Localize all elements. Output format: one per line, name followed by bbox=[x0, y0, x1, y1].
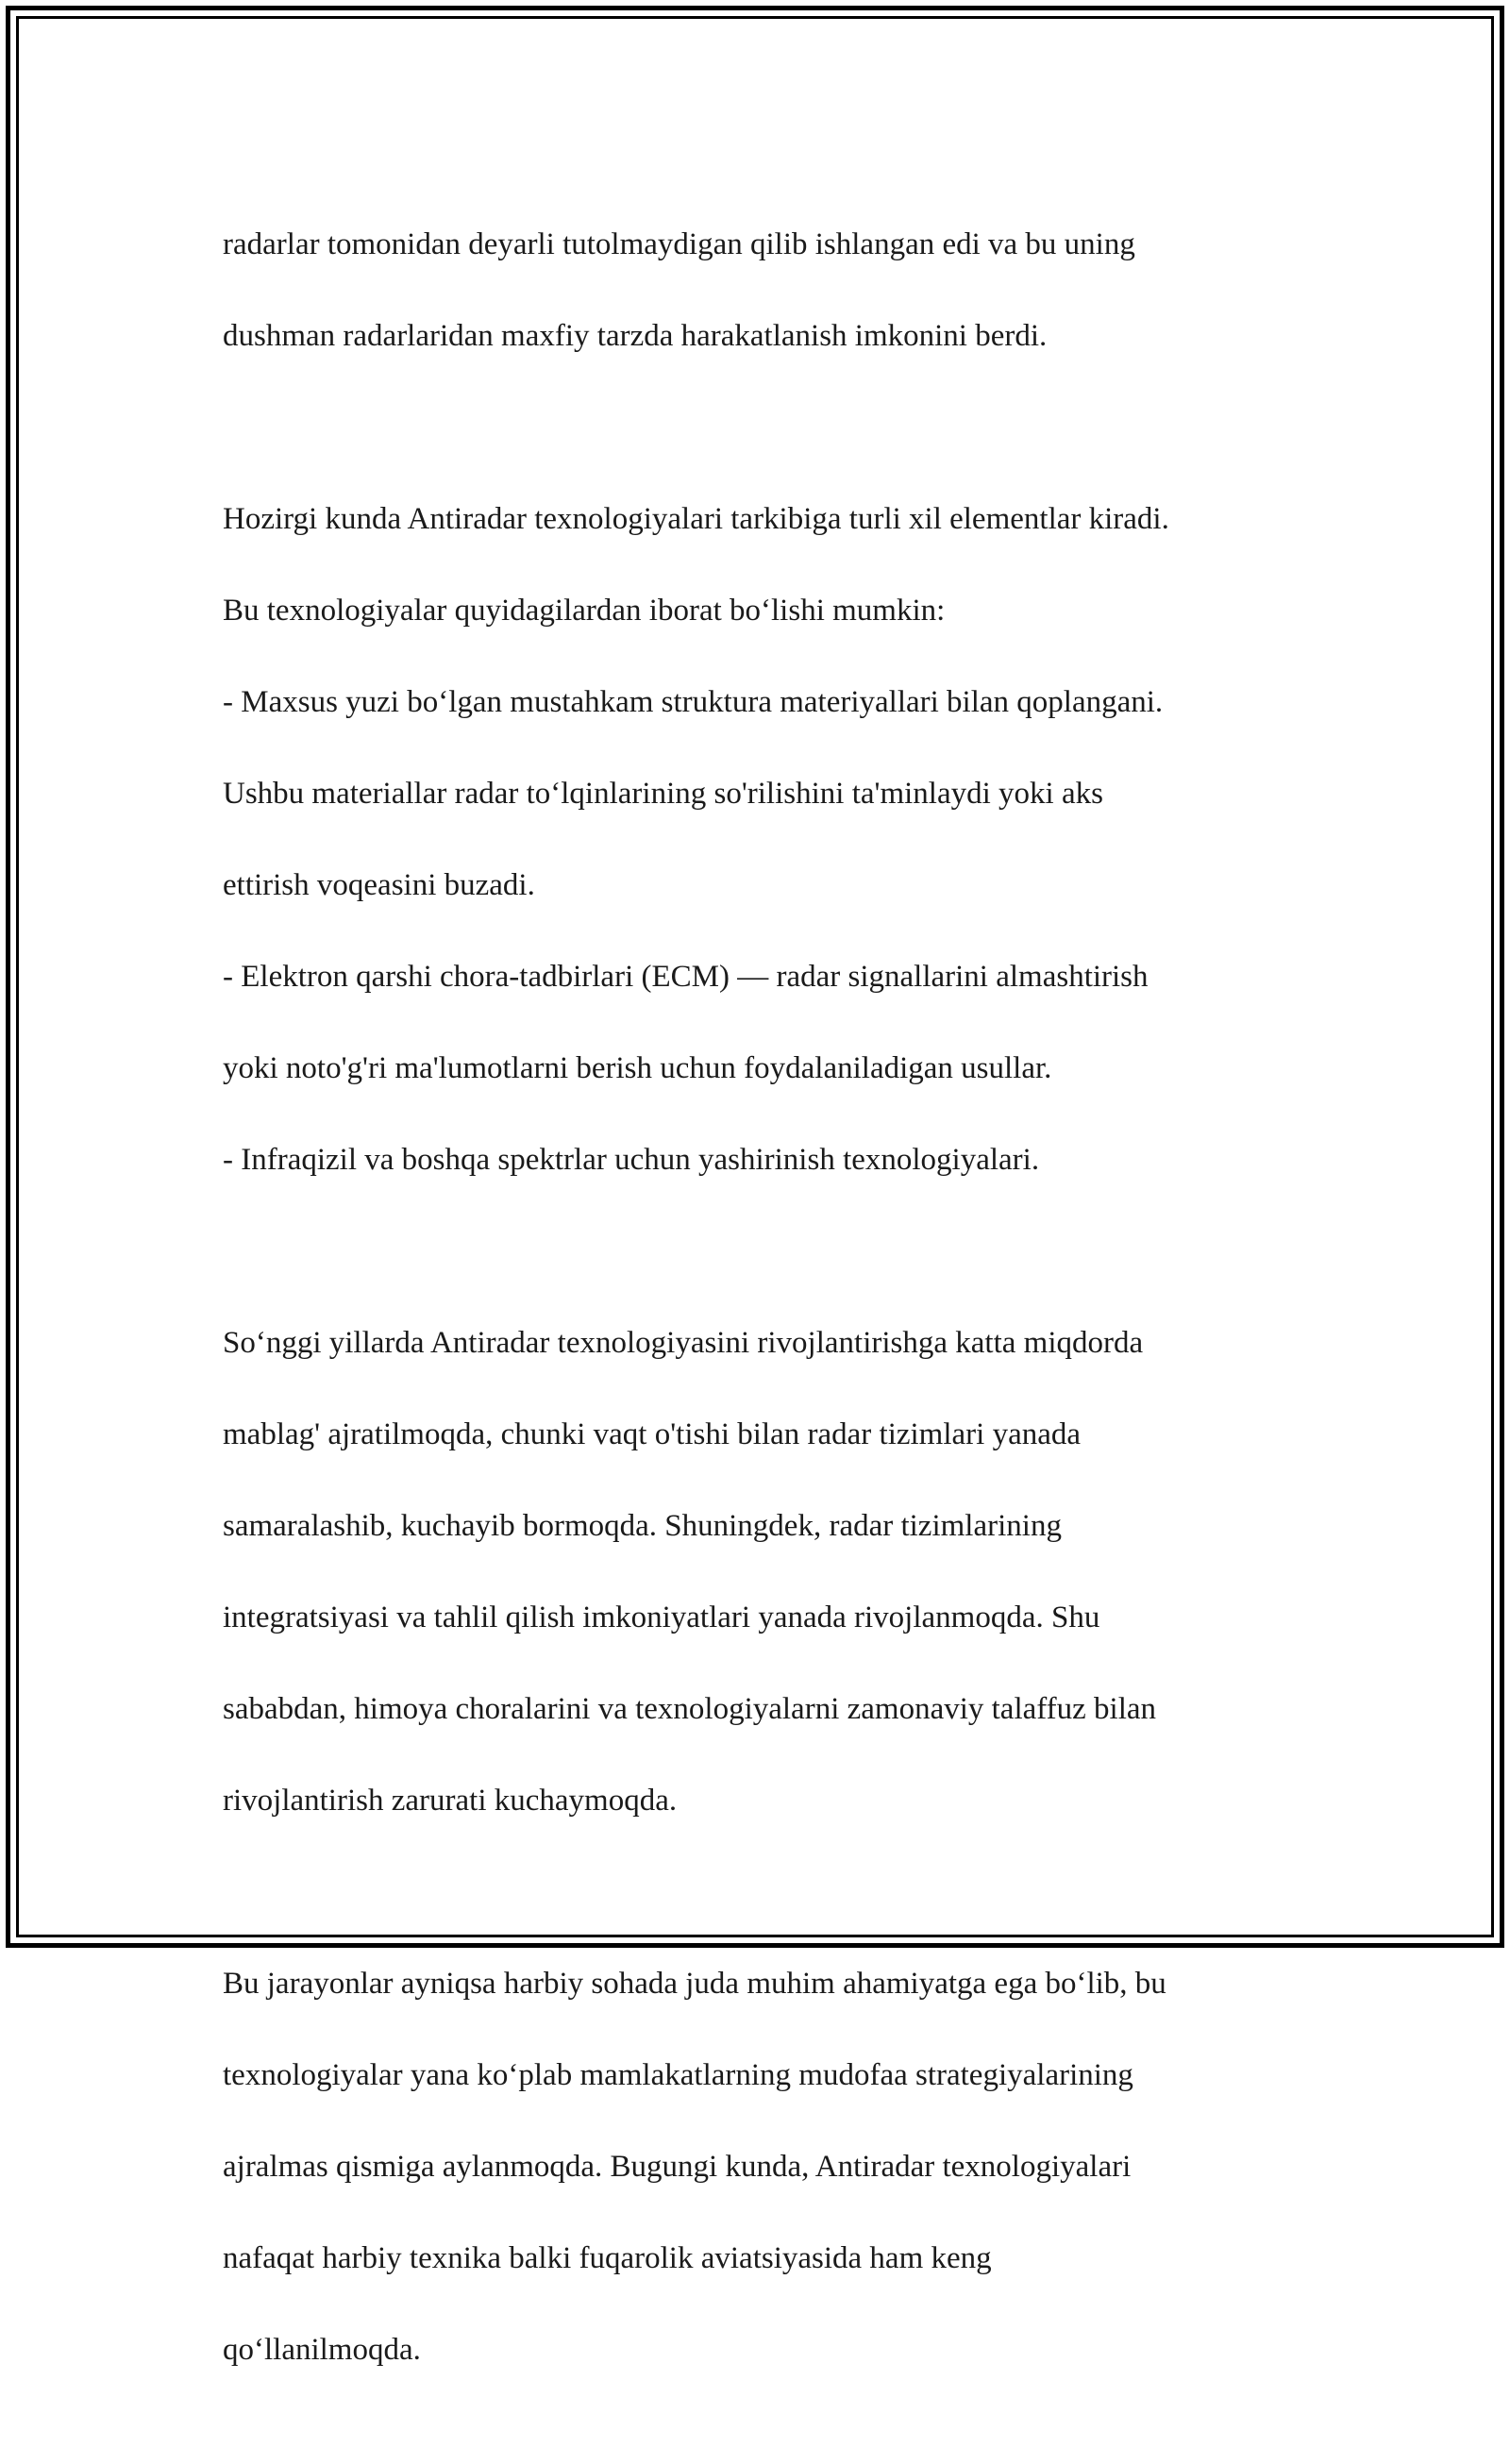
document-body bbox=[223, 176, 1289, 2464]
list-item-line: - Elektron qarshi chora-tadbirlari (ECM) — radar signallarini almashtirish bbox=[223, 959, 1149, 994]
list-item-line: - Infraqizil va boshqa spektrlar uchun yashirinish texnologiyalari. bbox=[223, 1142, 1040, 1177]
text-line: qo‘llanilmoqda. bbox=[223, 2332, 421, 2367]
text-line: integratsiyasi va tahlil qilish imkoniyatlari yanada rivojlanmoqda. Shu bbox=[223, 1600, 1100, 1634]
text-line: Bu texnologiyalar quyidagilardan iborat bo‘lishi mumkin: bbox=[223, 593, 946, 628]
list-item-line: Ushbu materiallar radar to‘lqinlarining so'rilishini ta'minlaydi yoki aks bbox=[223, 776, 1103, 811]
paragraph-2 bbox=[223, 450, 1289, 1229]
text-line: texnologiyalar yana ko‘plab mamlakatlarning mudofaa strategiyalarining bbox=[223, 2057, 1133, 2092]
list-item-line: yoki noto'g'ri ma'lumotlarni berish uchun foydalaniladigan usullar. bbox=[223, 1050, 1052, 1085]
text-line: Bu jarayonlar ayniqsa harbiy sohada juda muhim ahamiyatga ega bo‘lib, bu bbox=[223, 1966, 1166, 2001]
list-item-line: - Maxsus yuzi bo‘lgan mustahkam struktura materiyallari bilan qoplangani. bbox=[223, 684, 1164, 719]
text-line: So‘nggi yillarda Antiradar texnologiyasini rivojlantirishga katta miqdorda bbox=[223, 1325, 1144, 1360]
paragraph-1 bbox=[223, 176, 1289, 405]
text-line: rivojlantirish zarurati kuchaymoqda. bbox=[223, 1783, 678, 1818]
text-line: radarlar tomonidan deyarli tutolmaydigan qilib ishlangan edi va bu uning bbox=[223, 226, 1135, 261]
text-line: dushman radarlaridan maxfiy tarzda harakatlanish imkonini berdi. bbox=[223, 318, 1048, 353]
text-line: sababdan, himoya choralarini va texnologiyalarni zamonaviy talaffuz bilan bbox=[223, 1691, 1157, 1726]
list-item-line: ettirish voqeasini buzadi. bbox=[223, 867, 535, 902]
paragraph-3 bbox=[223, 1274, 1289, 1869]
paragraph-4 bbox=[223, 1915, 1289, 2419]
text-line: ajralmas qismiga aylanmoqda. Bugungi kunda, Antiradar texnologiyalari bbox=[223, 2149, 1132, 2184]
text-line: samaralashib, kuchayib bormoqda. Shuningdek, radar tizimlarining bbox=[223, 1508, 1062, 1543]
text-line: nafaqat harbiy texnika balki fuqarolik aviatsiyasida ham keng bbox=[223, 2240, 992, 2275]
text-line: Hozirgi kunda Antiradar texnologiyalari tarkibiga turli xil elementlar kiradi. bbox=[223, 501, 1169, 536]
text-line: mablag' ajratilmoqda, chunki vaqt o'tishi bilan radar tizimlari yanada bbox=[223, 1416, 1082, 1451]
